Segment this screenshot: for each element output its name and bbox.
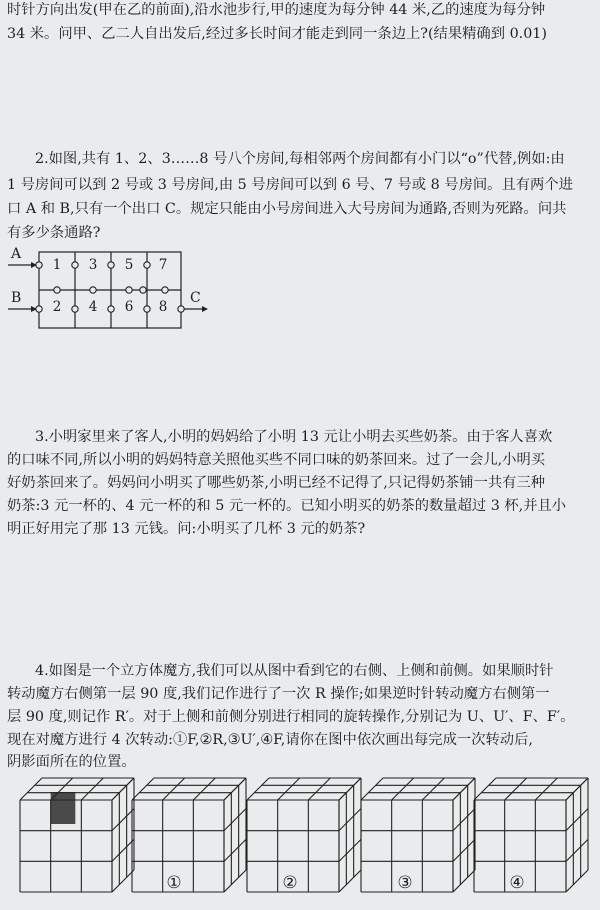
room-6: 6	[124, 299, 134, 315]
cube-label-1: ①	[166, 873, 182, 893]
cube-label-2: ②	[282, 873, 298, 893]
cube-edge	[20, 778, 42, 800]
cube-edge	[339, 839, 361, 861]
cube-edge	[224, 778, 246, 800]
cube-edge	[112, 870, 134, 892]
cube-edge	[535, 778, 557, 800]
cube-edge	[278, 778, 300, 800]
cube-edge	[474, 778, 496, 800]
q3-text-line: 的口味不同,所以小明的妈妈特意关照他买些不同口味的奶茶回来。过了一会儿,小明买	[7, 452, 546, 468]
cube-edge	[339, 778, 361, 800]
cube-edge	[247, 778, 269, 800]
room-1: 1	[52, 257, 62, 273]
cube-edge	[112, 839, 134, 861]
q3-text-line: 好奶茶回来了。妈妈问小明买了哪些奶茶,小明已经不记得了,只记得奶茶铺一共有三种	[7, 475, 546, 491]
cube-edge	[566, 839, 588, 861]
entry-b-label: B	[11, 290, 22, 306]
q1-text-line: 时针方向出发(甲在乙的前面),沿水池步行,甲的速度为每分钟 44 米,乙的速度为每分钟	[7, 2, 546, 18]
cube-edge	[339, 809, 361, 831]
cube-edge	[224, 839, 246, 861]
room-5: 5	[124, 257, 134, 273]
cube-edge	[453, 839, 475, 861]
cube-edge	[224, 870, 246, 892]
cube-edge	[392, 778, 414, 800]
cube-label-3: ③	[397, 873, 413, 893]
cube-edge	[163, 778, 185, 800]
exit-c-label: C	[190, 290, 201, 306]
cube-edge	[453, 870, 475, 892]
q3-text-line: 明正好用完了那 13 元钱。问:小明买了几杯 3 元的奶茶?	[7, 521, 366, 537]
cube-edge	[566, 809, 588, 831]
cube-edge	[132, 778, 154, 800]
room-7: 7	[158, 257, 168, 273]
cube-edge	[224, 809, 246, 831]
q3-text-line: 3.小明家里来了客人,小明的妈妈给了小明 13 元让小明去买些奶茶。由于客人喜欢	[35, 429, 553, 445]
q4-text-line: 转动魔方右侧第一层 90 度,我们记作进行了一次 R 操作;如果逆时针转动魔方右侧第一	[7, 686, 550, 702]
cube-edge	[505, 778, 527, 800]
cube-edge	[566, 870, 588, 892]
cube-edge	[308, 778, 330, 800]
entry-a-label: A	[11, 246, 22, 262]
q2-text-line: 口 A 和 B,只有一个出口 C。规定只能由小号房间进入大号房间为通路,否则为死路。问共	[7, 201, 567, 217]
cube-edge	[112, 778, 134, 800]
room-8: 8	[158, 299, 168, 315]
cube-edge	[112, 809, 134, 831]
cube-edge	[339, 870, 361, 892]
q2-text-line: 有多少条通路?	[7, 225, 101, 241]
cube-edge	[453, 809, 475, 831]
q4-text-line: 阴影面所在的位置。	[7, 754, 136, 770]
q3-text-line: 奶茶:3 元一杯的、4 元一杯的和 5 元一杯的。已知小明买的奶茶的数量超过 3 杯,并且小	[7, 498, 567, 514]
cube-label-4: ④	[509, 873, 525, 893]
cube-edge	[422, 778, 444, 800]
cube-edge	[361, 778, 383, 800]
room-4: 4	[88, 299, 98, 315]
q4-text-line: 现在对魔方进行 4 次转动:①F,②R,③U′,④F,请你在图中依次画出每完成一次转动后,	[7, 732, 533, 748]
q4-text-line: 层 90 度,则记作 R′。对于上侧和前侧分别进行相同的旋转操作,分别记为 U、U′、F、F′。	[7, 709, 575, 725]
cube-edge	[566, 778, 588, 800]
q2-text-line: 2.如图,共有 1、2、3……8 号八个房间,每相邻两个房间都有小门以“o”代替,例如:由	[35, 151, 565, 167]
q4-text-line: 4.如图是一个立方体魔方,我们可以从图中看到它的右侧、上侧和前侧。如果顺时针	[35, 663, 554, 679]
room-3: 3	[88, 257, 98, 273]
q2-text-line: 1 号房间可以到 2 号或 3 号房间,由 5 号房间可以到 6 号、7 号或 8 号房间。且有两个进	[7, 177, 573, 193]
cube-edge	[81, 778, 103, 800]
cube-edge	[453, 778, 475, 800]
room-2: 2	[52, 299, 62, 315]
q1-text-line: 34 米。问甲、乙二人自出发后,经过多长时间才能走到同一条边上?(结果精确到 0.01)	[7, 26, 547, 42]
cube-edge	[193, 778, 215, 800]
